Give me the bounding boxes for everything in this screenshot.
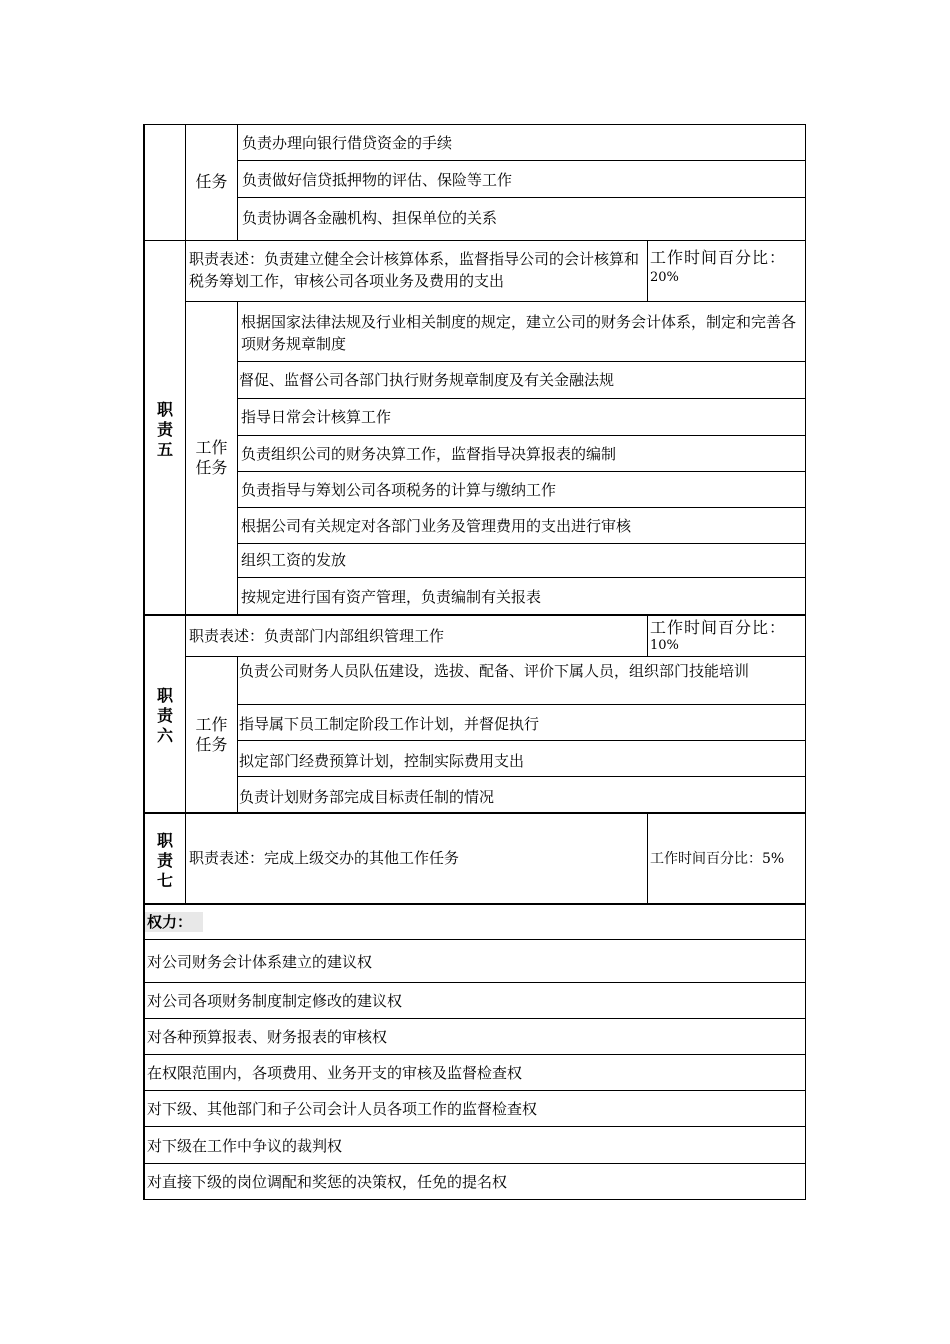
duty-description: 职责表述：负责部门内部组织管理工作 [189, 627, 445, 645]
task-item: 负责做好信贷抵押物的评估、保险等工作 [242, 171, 513, 189]
task-item: 负责协调各金融机构、担保单位的关系 [242, 209, 498, 227]
task-item: 负责计划财务部完成目标责任制的情况 [239, 788, 495, 806]
duty-title: 职 责 六 [156, 686, 173, 745]
power-item: 对下级在工作中争议的裁判权 [147, 1137, 343, 1155]
task-item: 拟定部门经费预算计划，控制实际费用支出 [239, 752, 525, 770]
power-item: 对各种预算报表、财务报表的审核权 [147, 1028, 388, 1046]
task-item: 根据公司有关规定对各部门业务及管理费用的支出进行审核 [241, 517, 632, 535]
duty-title: 职 责 五 [156, 400, 173, 459]
work-task-label: 工作 任务 [195, 438, 228, 477]
task-item: 根据国家法律法规及行业相关制度的规定，建立公司的财务会计体系，制定和完善各项财务规章制度 [241, 313, 797, 353]
time-percentage: 工作时间百分比：5% [650, 851, 785, 867]
power-item: 对公司财务会计体系建立的建议权 [147, 953, 373, 971]
time-percentage: 工作时间百分比： 20% [650, 248, 787, 285]
power-item: 对下级、其他部门和子公司会计人员各项工作的监督检查权 [147, 1100, 538, 1118]
task-item: 按规定进行国有资产管理，负责编制有关报表 [241, 588, 542, 606]
task-item: 负责指导与筹划公司各项税务的计算与缴纳工作 [241, 481, 557, 499]
task-item: 指导日常会计核算工作 [241, 408, 392, 426]
task-item: 督促、监督公司各部门执行财务规章制度及有关金融法规 [239, 371, 615, 389]
power-item: 对公司各项财务制度制定修改的建议权 [147, 992, 403, 1010]
duty-title: 职 责 七 [156, 831, 173, 890]
duty-description: 职责表述：完成上级交办的其他工作任务 [189, 849, 460, 867]
task-item: 负责公司财务人员队伍建设，选拔、配备、评价下属人员，组织部门技能培训 [239, 662, 750, 680]
power-item: 在权限范围内，各项费用、业务开支的审核及监督检查权 [147, 1064, 523, 1082]
duty-description: 职责表述：负责建立健全会计核算体系，监督指导公司的会计核算和税务筹划工作，审核公司各项业务及费用的支出 [189, 250, 640, 290]
task-label: 任务 [195, 172, 228, 191]
power-item: 对直接下级的岗位调配和奖惩的决策权，任免的提名权 [147, 1173, 508, 1191]
powers-header: 权力： [145, 912, 203, 932]
task-item: 指导属下员工制定阶段工作计划，并督促执行 [239, 715, 540, 733]
task-item: 组织工资的发放 [241, 551, 347, 569]
task-item: 负责办理向银行借贷资金的手续 [242, 134, 453, 152]
time-percentage: 工作时间百分比： 10% [650, 618, 787, 653]
task-item: 负责组织公司的财务决算工作，监督指导决算报表的编制 [241, 445, 617, 463]
work-task-label: 工作 任务 [195, 715, 228, 754]
